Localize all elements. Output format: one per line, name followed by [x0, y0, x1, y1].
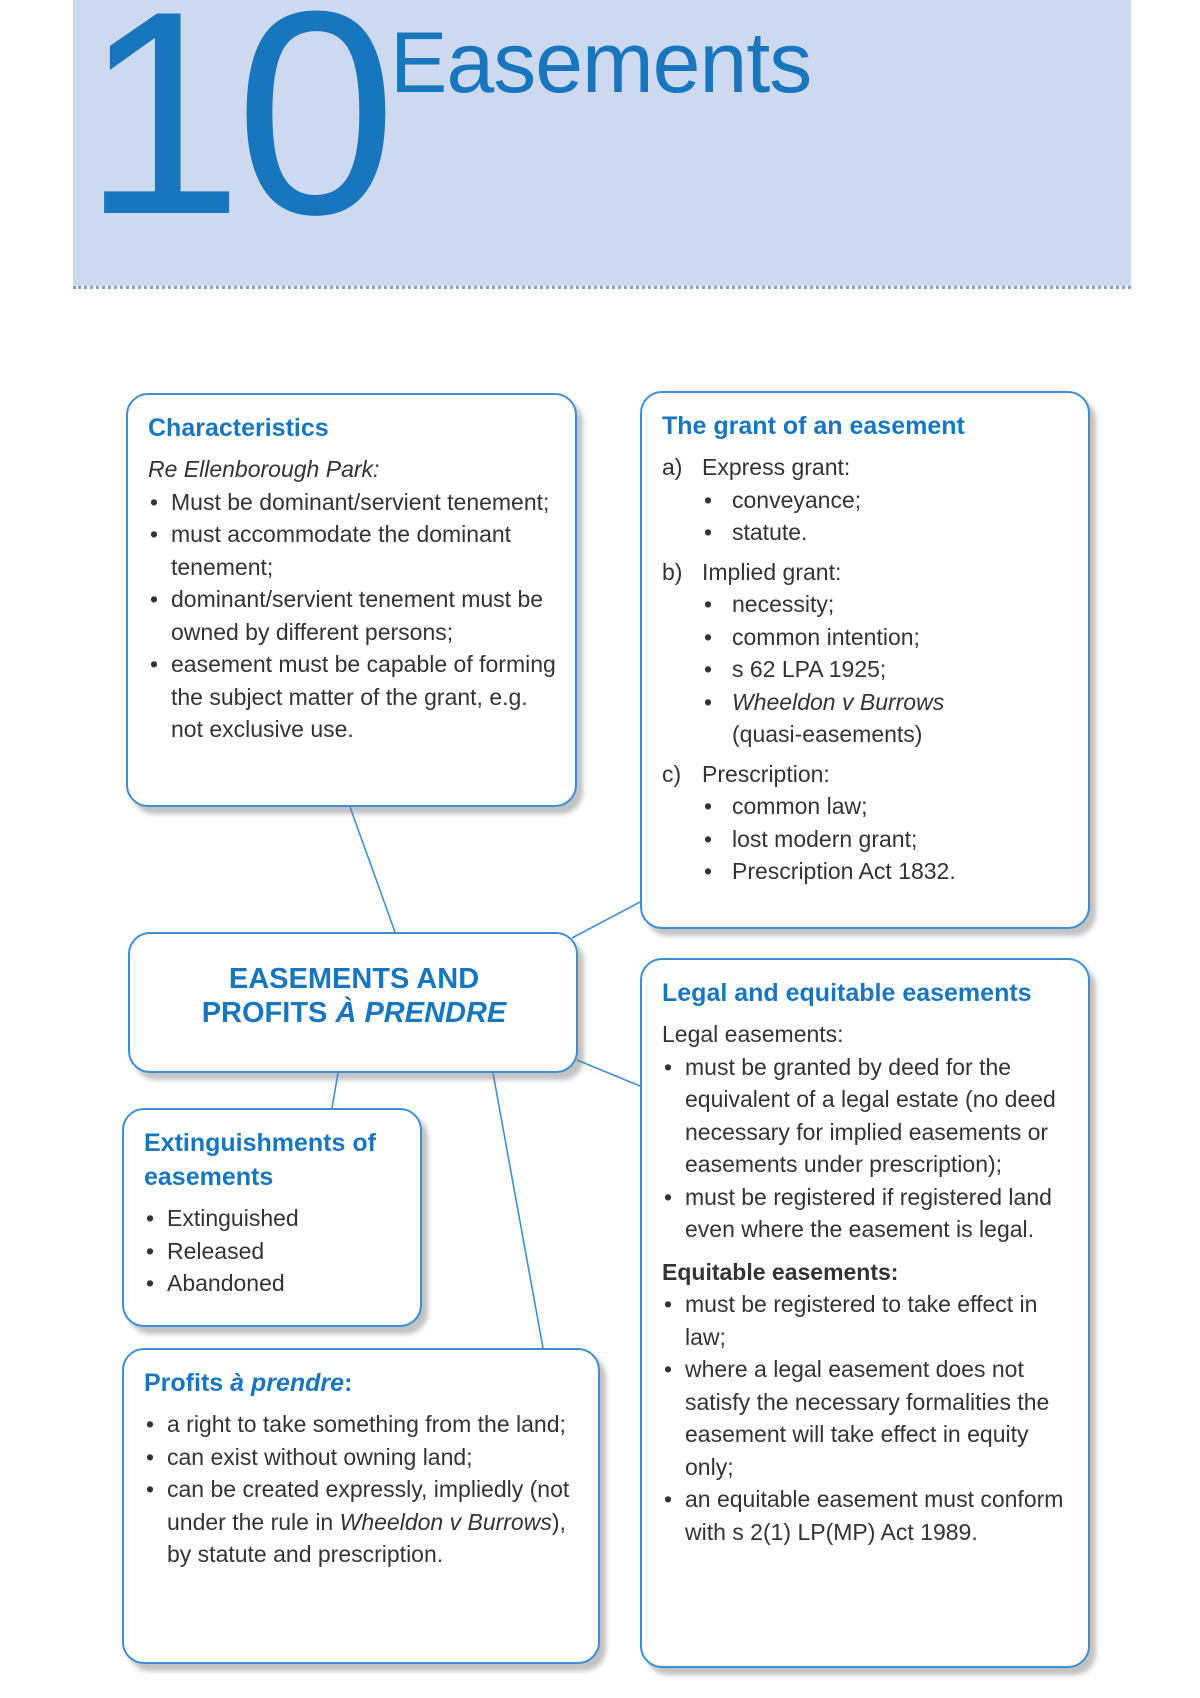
group-label: Express grant:	[702, 454, 851, 480]
profits-title-b: à prendre	[230, 1369, 345, 1397]
list-item: • lost modern grant;	[702, 823, 1070, 856]
extinguishments-box	[122, 1108, 422, 1327]
list-item: • must be registered if registered land even where the easement is legal.	[662, 1181, 1070, 1246]
profits-box	[122, 1348, 600, 1664]
equitable-list	[662, 1288, 1070, 1548]
list-item: • statute.	[702, 516, 1070, 549]
list-item: • a right to take something from the land;	[144, 1408, 580, 1441]
list-item: • easement must be capable of forming the subject matter of the grant, e.g. not exclusive use.	[148, 648, 557, 746]
case-note: (quasi-easements)	[732, 721, 923, 747]
list-item: • Must be dominant/servient tenement;	[148, 486, 557, 519]
grant-title: The grant of an easement	[662, 412, 965, 440]
express-grant-list	[662, 484, 1070, 549]
connector-legal-equitable	[577, 1060, 640, 1086]
characteristics-list	[148, 486, 557, 746]
extinguishments-title: Extinguishments of easements	[144, 1129, 376, 1191]
central-topic-box	[128, 932, 578, 1073]
extinguishments-list	[144, 1202, 402, 1300]
case-name: Wheeldon v Burrows	[339, 1508, 552, 1535]
list-item: • conveyance;	[702, 484, 1070, 517]
central-title-line2b: À PRENDRE	[335, 997, 507, 1029]
chapter-title: Easements	[390, 15, 812, 111]
grant-group-prescription	[662, 758, 1070, 791]
connector-characteristics	[350, 807, 395, 932]
list-item: • necessity;	[702, 588, 1070, 621]
legal-equitable-title: Legal and equitable easements	[662, 979, 1032, 1007]
case-name: Wheeldon v Burrows	[732, 688, 945, 715]
list-item: • s 62 LPA 1925;	[702, 653, 1070, 686]
profits-list	[144, 1408, 580, 1571]
legal-equitable-box	[640, 958, 1090, 1668]
list-item: • common intention;	[702, 621, 1070, 654]
list-item: • an equitable easement must conform with s 2(1) LP(MP) Act 1989.	[662, 1483, 1070, 1548]
legal-heading: Legal easements:	[662, 1021, 844, 1047]
profits-title	[144, 1366, 580, 1400]
prescription-list	[662, 790, 1070, 888]
list-item: • must be registered to take effect in law;	[662, 1288, 1070, 1353]
group-tag: a)	[662, 454, 683, 480]
group-label: Implied grant:	[702, 558, 842, 585]
list-item: • where a legal easement does not satisfy the necessary formalities the easement will take effect in equity only;	[662, 1353, 1070, 1483]
legal-list	[662, 1051, 1070, 1246]
profits-title-c: :	[344, 1369, 353, 1397]
implied-grant-list	[662, 588, 1070, 751]
list-item: • common law;	[702, 790, 1070, 823]
grant-box	[640, 391, 1090, 929]
grant-group-implied	[662, 556, 1070, 589]
profits-title-a: Profits	[144, 1369, 231, 1397]
group-tag: b)	[662, 558, 683, 585]
list-item: • can exist without owning land;	[144, 1441, 580, 1474]
connector-extinguishments	[332, 1073, 338, 1108]
group-tag: c)	[662, 760, 682, 787]
characteristics-box	[126, 393, 577, 807]
list-item: • dominant/servient tenement must be owned by different persons;	[148, 583, 557, 648]
list-item: • Extinguished	[144, 1202, 402, 1235]
list-item	[144, 1473, 580, 1571]
central-title-line1: EASEMENTS AND	[228, 963, 480, 995]
profits-item3-b: ), by statute and prescription.	[167, 1508, 566, 1567]
central-title-line2a: PROFITS	[201, 997, 336, 1029]
list-item	[702, 686, 1070, 751]
connector-profits	[493, 1073, 543, 1348]
list-item: • Abandoned	[144, 1267, 402, 1300]
chapter-number: 10	[82, 0, 389, 275]
list-item: • must be granted by deed for the equivalent of a legal estate (no deed necessary for implied easements or easements under prescription);	[662, 1051, 1070, 1181]
characteristics-title: Characteristics	[148, 414, 329, 442]
list-item: • must accommodate the dominant tenement;	[148, 518, 557, 583]
grant-group-express	[662, 451, 1070, 484]
connector-grant	[572, 902, 640, 938]
list-item: • Released	[144, 1235, 402, 1268]
profits-item3-a: can be created expressly, impliedly (not under the rule in	[167, 1476, 570, 1535]
list-item: • Prescription Act 1832.	[702, 855, 1070, 888]
equitable-heading: Equitable easements:	[662, 1258, 899, 1285]
characteristics-intro: Re Ellenborough Park:	[148, 456, 380, 482]
group-label: Prescription:	[702, 760, 830, 787]
